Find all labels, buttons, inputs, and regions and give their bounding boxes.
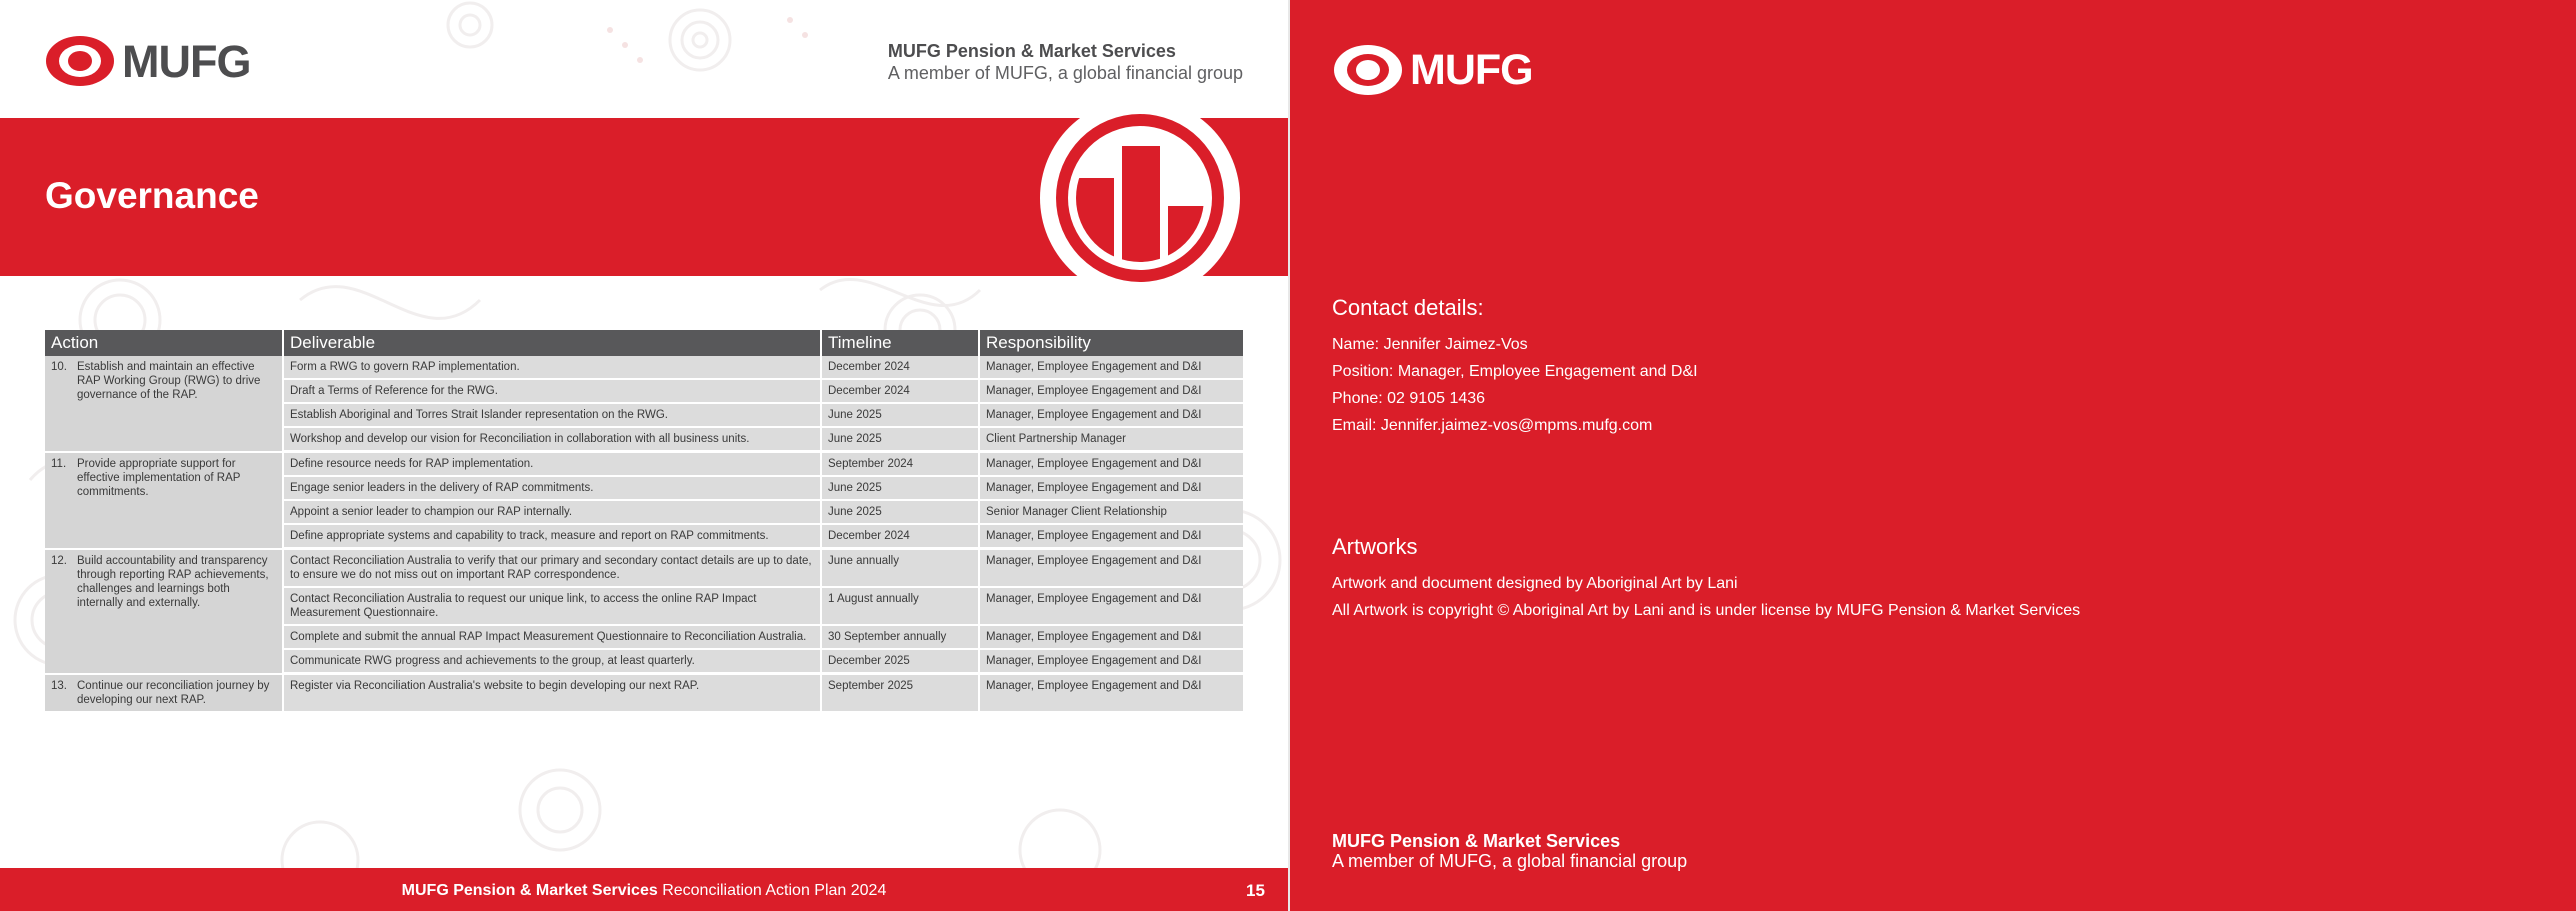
responsibility-cell: Manager, Employee Engagement and D&I bbox=[979, 549, 1243, 588]
timeline-cell: June 2025 bbox=[821, 476, 979, 500]
column-header-action: Action bbox=[45, 330, 283, 356]
contact-details bbox=[1332, 295, 1698, 439]
deliverable-cell: Define resource needs for RAP implementation. bbox=[283, 452, 821, 477]
mufg-logo-mark-icon bbox=[1332, 44, 1404, 96]
mufg-logo-white bbox=[1332, 44, 1533, 96]
timeline-cell: June 2025 bbox=[821, 500, 979, 524]
timeline-cell: December 2025 bbox=[821, 649, 979, 674]
responsibility-cell: Client Partnership Manager bbox=[979, 427, 1243, 452]
action-number: 10. bbox=[51, 361, 67, 373]
deliverable-cell: Establish Aboriginal and Torres Strait Islander representation on the RWG. bbox=[283, 403, 821, 427]
contact-phone: Phone: 02 9105 1436 bbox=[1332, 390, 1486, 407]
responsibility-cell: Manager, Employee Engagement and D&I bbox=[979, 476, 1243, 500]
deliverable-cell: Complete and submit the annual RAP Impact Measurement Questionnaire to Reconciliation Australia. bbox=[283, 625, 821, 649]
footer-doc-title: Reconciliation Action Plan 2024 bbox=[657, 882, 887, 899]
deliverable-cell: Workshop and develop our vision for Reconciliation in collaboration with all business units. bbox=[283, 427, 821, 452]
action-cell bbox=[45, 356, 283, 452]
artworks-heading: Artworks bbox=[1332, 534, 1418, 559]
timeline-cell: December 2024 bbox=[821, 379, 979, 403]
action-cell bbox=[45, 674, 283, 713]
timeline-cell: June 2025 bbox=[821, 403, 979, 427]
action-number: 12. bbox=[51, 554, 67, 567]
timeline-cell: 30 September annually bbox=[821, 625, 979, 649]
timeline-cell: September 2024 bbox=[821, 452, 979, 477]
table-row bbox=[45, 549, 1243, 588]
responsibility-cell: Manager, Employee Engagement and D&I bbox=[979, 356, 1243, 379]
contact-email[interactable]: Email: Jennifer.jaimez-vos@mpms.mufg.com bbox=[1332, 417, 1653, 434]
header-org bbox=[888, 40, 1243, 84]
responsibility-cell: Manager, Employee Engagement and D&I bbox=[979, 403, 1243, 427]
deliverable-cell: Define appropriate systems and capability to track, measure and report on RAP commitments. bbox=[283, 524, 821, 549]
table-row bbox=[45, 356, 1243, 379]
table-header-row bbox=[45, 330, 1243, 356]
footer-org: MUFG Pension & Market Services bbox=[401, 882, 658, 899]
logo-text: MUFG bbox=[122, 35, 251, 87]
right-org bbox=[1332, 831, 1687, 871]
contact-heading: Contact details: bbox=[1332, 295, 1484, 320]
right-page bbox=[1290, 0, 2576, 911]
deliverable-cell: Engage senior leaders in the delivery of RAP commitments. bbox=[283, 476, 821, 500]
column-header-responsibility: Responsibility bbox=[979, 330, 1243, 356]
mufg-logo-mark-icon bbox=[44, 35, 116, 87]
responsibility-cell: Manager, Employee Engagement and D&I bbox=[979, 587, 1243, 625]
logo-text: MUFG bbox=[1410, 45, 1533, 94]
action-text: Establish and maintain an effective RAP Working Group (RWG) to drive governance of the RAP. bbox=[77, 361, 261, 401]
page-title: Governance bbox=[45, 175, 259, 216]
action-cell bbox=[45, 452, 283, 549]
footer-text bbox=[0, 882, 1288, 900]
deliverable-cell: Contact Reconciliation Australia to request our unique link, to access the online RAP Impact Measurement Questionnaire. bbox=[283, 587, 821, 625]
table-row bbox=[45, 452, 1243, 477]
deliverable-cell: Draft a Terms of Reference for the RWG. bbox=[283, 379, 821, 403]
header-tagline: A member of MUFG, a global financial group bbox=[887, 63, 1243, 83]
responsibility-cell: Manager, Employee Engagement and D&I bbox=[979, 674, 1243, 713]
right-org-name: MUFG Pension & Market Services bbox=[1332, 831, 1621, 851]
right-tagline: A member of MUFG, a global financial group bbox=[1332, 851, 1688, 871]
timeline-cell: September 2025 bbox=[821, 674, 979, 713]
action-number: 13. bbox=[51, 679, 67, 692]
responsibility-cell: Senior Manager Client Relationship bbox=[979, 500, 1243, 524]
responsibility-cell: Manager, Employee Engagement and D&I bbox=[979, 524, 1243, 549]
action-text: Continue our reconciliation journey by developing our next RAP. bbox=[77, 679, 270, 706]
contact-position: Position: Manager, Employee Engagement and D&I bbox=[1332, 363, 1698, 380]
timeline-cell: December 2024 bbox=[821, 524, 979, 549]
table-row bbox=[45, 674, 1243, 713]
governance-table bbox=[45, 330, 1243, 714]
deliverable-cell: Register via Reconciliation Australia's website to begin developing our next RAP. bbox=[283, 674, 821, 713]
column-header-timeline: Timeline bbox=[821, 330, 979, 356]
column-header-deliverable: Deliverable bbox=[283, 330, 821, 356]
responsibility-cell: Manager, Employee Engagement and D&I bbox=[979, 649, 1243, 674]
action-text: Build accountability and transparency through reporting RAP achievements, challenges and learnings both internally and externally. bbox=[77, 554, 269, 609]
mufg-logo bbox=[44, 35, 250, 87]
action-text: Provide appropriate support for effective implementation of RAP commitments. bbox=[77, 457, 241, 498]
timeline-cell: June annually bbox=[821, 549, 979, 588]
timeline-cell: December 2024 bbox=[821, 356, 979, 379]
deliverable-cell: Appoint a senior leader to champion our RAP internally. bbox=[283, 500, 821, 524]
bar-chart-circle-icon bbox=[1030, 98, 1250, 298]
deliverable-cell: Communicate RWG progress and achievements to the group, at least quarterly. bbox=[283, 649, 821, 674]
artworks-copyright: All Artwork is copyright © Aboriginal Art by Lani and is under license by MUFG Pension & Market Services bbox=[1332, 602, 2081, 619]
page-number: 15 bbox=[1246, 881, 1265, 900]
timeline-cell: 1 August annually bbox=[821, 587, 979, 625]
artworks-credit: Artwork and document designed by Aboriginal Art by Lani bbox=[1332, 575, 1738, 592]
artworks-section bbox=[1332, 534, 2080, 624]
deliverable-cell: Contact Reconciliation Australia to verify that our primary and secondary contact details are up to date, to ensure we do not miss out on important RAP correspondence. bbox=[283, 549, 821, 588]
responsibility-cell: Manager, Employee Engagement and D&I bbox=[979, 625, 1243, 649]
action-cell bbox=[45, 549, 283, 674]
timeline-cell: June 2025 bbox=[821, 427, 979, 452]
header-org-name: MUFG Pension & Market Services bbox=[887, 41, 1176, 61]
action-number: 11. bbox=[51, 457, 67, 470]
deliverable-cell: Form a RWG to govern RAP implementation. bbox=[283, 356, 821, 379]
responsibility-cell: Manager, Employee Engagement and D&I bbox=[979, 452, 1243, 477]
contact-name: Name: Jennifer Jaimez-Vos bbox=[1332, 336, 1528, 353]
responsibility-cell: Manager, Employee Engagement and D&I bbox=[979, 379, 1243, 403]
